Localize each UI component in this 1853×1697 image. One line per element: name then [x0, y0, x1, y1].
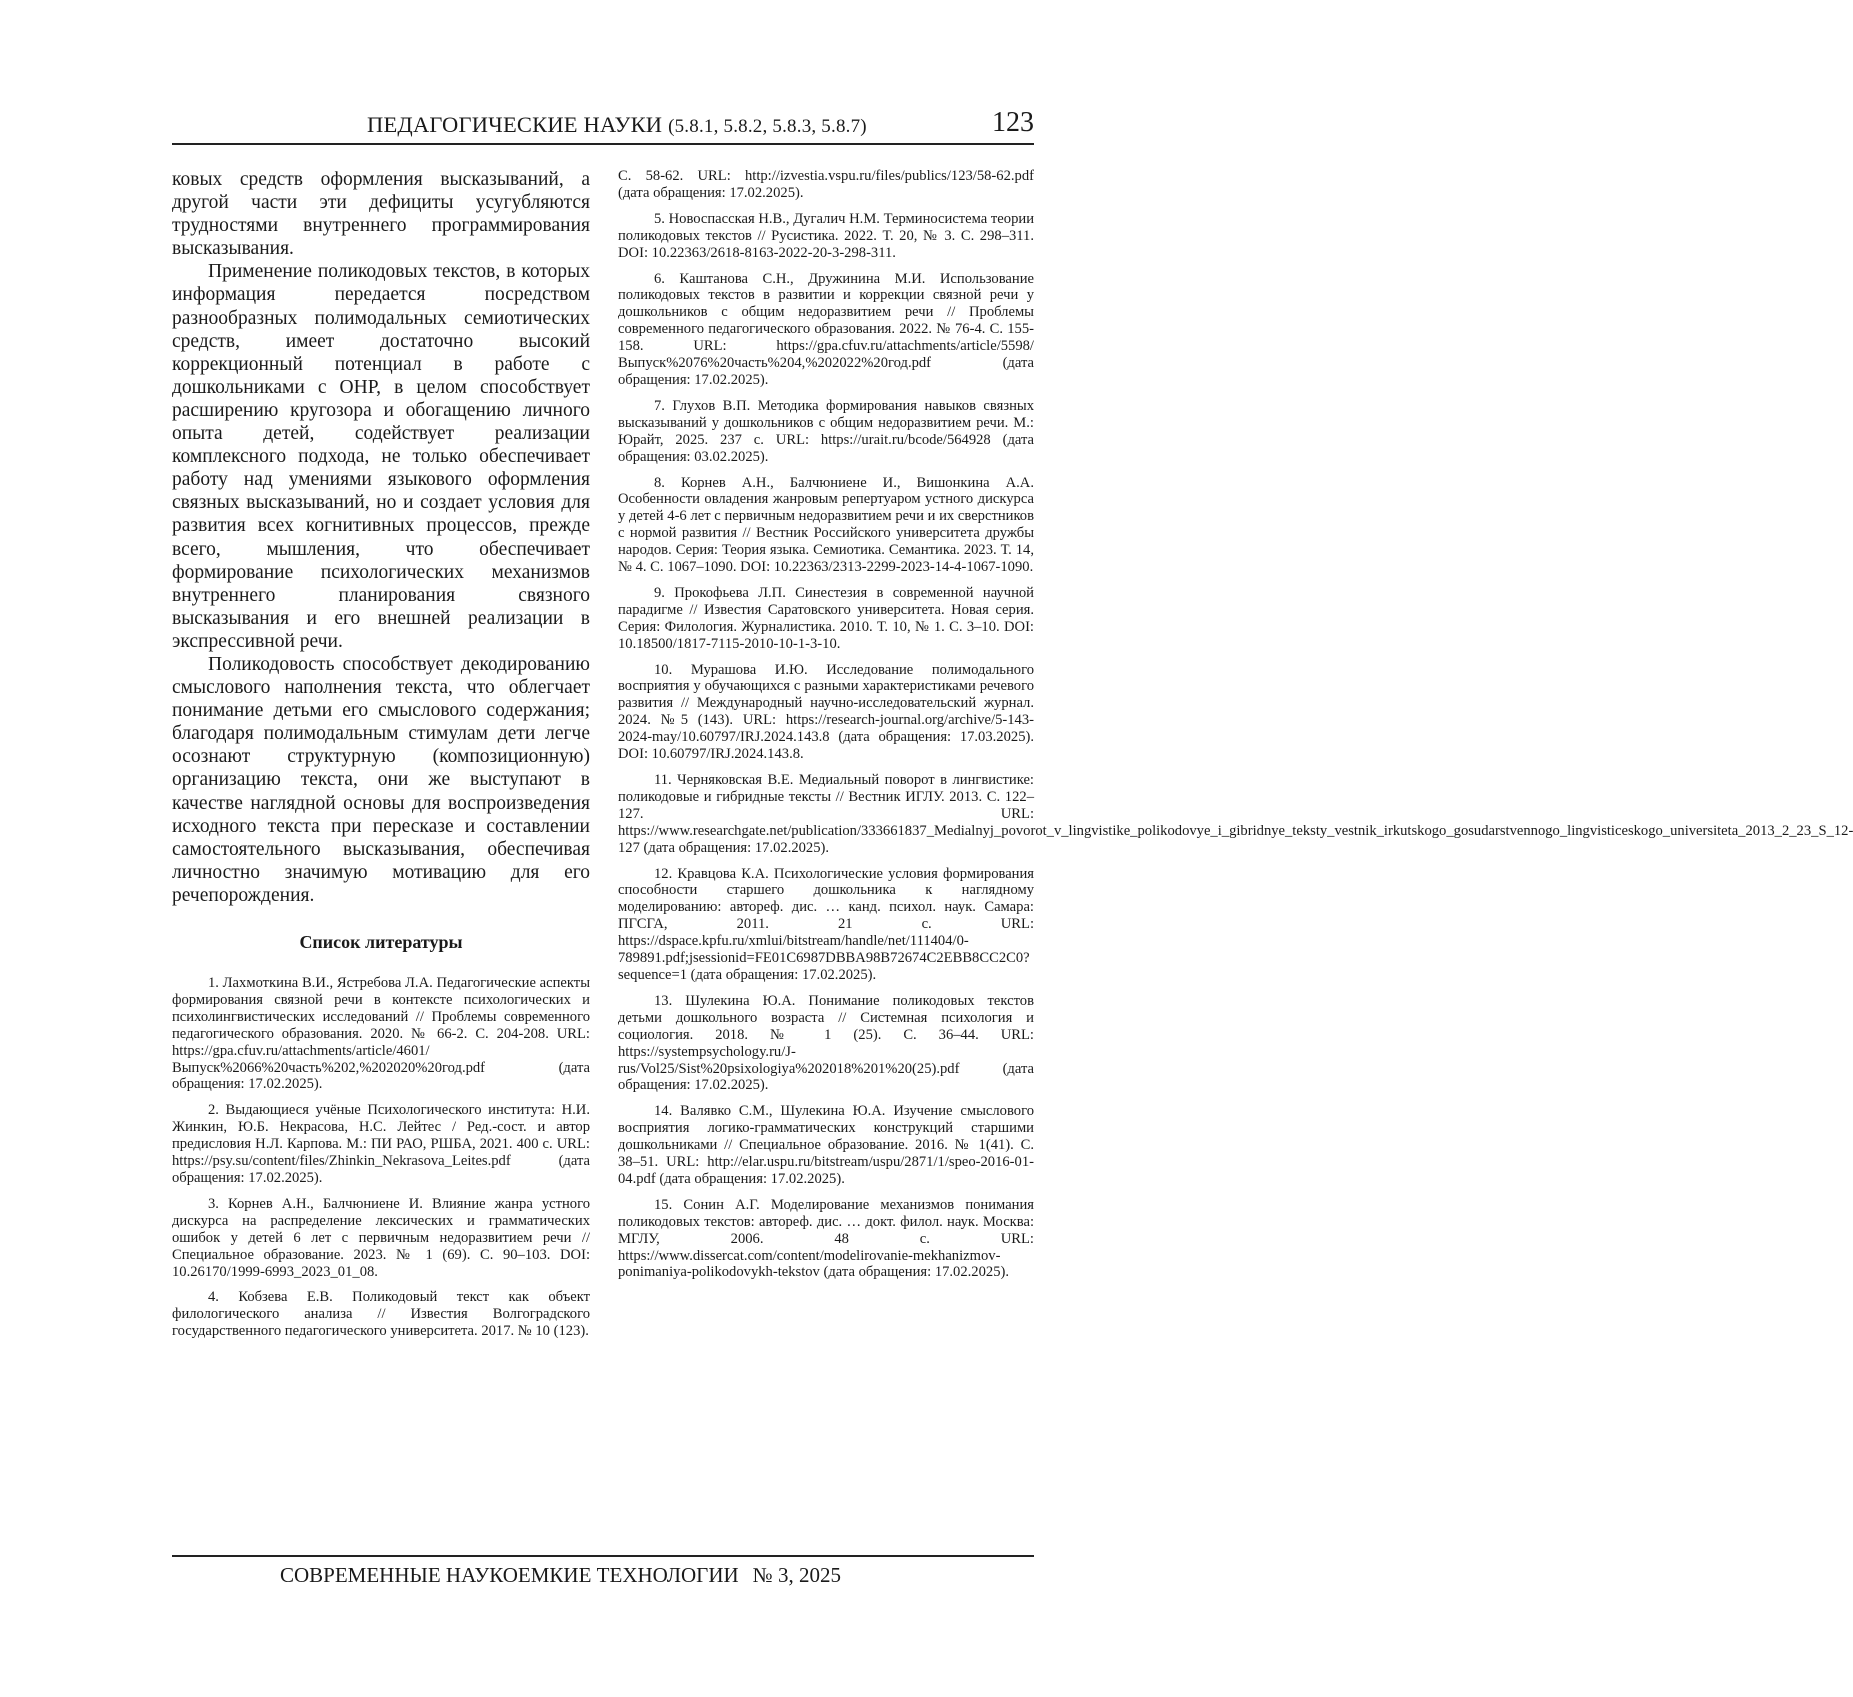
page-number: 123 [992, 107, 1034, 138]
reference-item: 7. Глухов В.П. Методика формирования навыков связных высказываний у дошкольников с общим недоразвитием речи. М.: Юрайт, 2025. 237 с. URL: https://urait.ru/bcode/564928 (дата обращения: 03.02.2025). [618, 397, 1034, 465]
left-column [172, 168, 590, 1349]
reference-item: 2. Выдающиеся учёные Психологического института: Н.И. Жинкин, Ю.Б. Некрасова, Н.С. Лейтес / Ред.-сост. и автор предисловия Н.Л. Карпова. М.: ПИ РАО, РШБА, 2021. 400 с. URL: https://psy.su/content/files/Zhinkin_Nekrasova_Leites.pdf (дата обращения: 17.02.2025). [172, 1102, 590, 1186]
reference-item: 9. Прокофьева Л.П. Синестезия в современной научной парадигме // Известия Саратовского университета. Новая серия. Серия: Филология. Журналистика. 2010. Т. 10, № 1. С. 3–10. DOI: 10.18500/1817-7115-2010-10-1-3-10. [618, 584, 1034, 652]
running-header [172, 105, 1034, 145]
reference-item: 4. Кобзева Е.В. Поликодовый текст как объект филологического анализа // Известия Волгоградского государственного педагогического университета. 2017. № 10 (123). [172, 1289, 590, 1340]
reference-item: 5. Новоспасская Н.В., Дугалич Н.М. Терминосистема теории поликодовых текстов // Русистика. 2022. Т. 20, № 3. С. 298–311. DOI: 10.22363/2618-8163-2022-20-3-298-311. [618, 210, 1034, 261]
body-paragraph: Применение поликодовых текстов, в которых информация передается посредством разнообразных полимодальных семиотических средств, имеет достаточно высокий коррекционный потенциал в работе с дошкольниками с ОНР, в целом способствует расширению кругозора и обогащению личного опыта детей, содействует реализации комплексного подхода, не только обеспечивает работу над умениями языкового оформления связных высказываний, но и создает условия для развития всех когнитивных процессов, прежде всего, мышления, что обеспечивает формирование психологических механизмов внутреннего планирования связного высказывания и его внешней реализации в экспрессивной речи. [172, 261, 590, 652]
reference-item: 12. Кравцова К.А. Психологические условия формирования способности старшего дошкольника к наглядному моделированию: автореф. дис. … канд. психол. наук. Самара: ПГСГА, 2011. 21 с. URL: https://dspace.kpfu.ru/xmlui/bitstream/handle/net/111404/0-789891.pdf;jsessionid=FE01C6987DBBA98B72674C2EBB8CC2C0?sequence=1 (дата обращения: 17.02.2025). [618, 865, 1034, 983]
right-column [618, 168, 1853, 1290]
section-title [367, 112, 867, 138]
reference-continuation: С. 58-62. URL: http://izvestia.vspu.ru/files/publics/123/58-62.pdf (дата обращения: 17.02.2025). [618, 168, 1034, 201]
reference-item: 14. Валявко С.М., Шулекина Ю.А. Изучение смыслового восприятия логико-грамматических конструкций старшими дошкольниками // Специальное образование. 2016. № 1(41). С. 38–51. URL: http://elar.uspu.ru/bitstream/uspu/2871/1/speo-2016-01-04.pdf (дата обращения: 17.02.2025). [618, 1103, 1034, 1187]
journal-issue: № 3, 2025 [752, 1563, 841, 1587]
reference-item: 10. Мурашова И.Ю. Исследование полимодального восприятия у обучающихся с разными характеристиками речевого развития // Международный научно-исследовательский журнал. 2024. №5 (143). URL: https://research-journal.org/archive/5-143-2024-may/10.60797/IRJ.2024.143.8 (дата обращения: 17.03.2025). DOI: 10.60797/IRJ.2024.143.8. [618, 661, 1034, 763]
body-paragraph: Поликодовость способствует декодированию смыслового наполнения текста, что облегчает понимание детьми его смыслового содержания; благодаря полимодальным стимулам дети легче осознают структурную (композиционную) организацию текста, они же выступают в качестве наглядной основы для воспроизведения исходного текста при пересказе и составлении самостоятельного высказывания, обеспечивая личностно значимую мотивацию для его речепорождения. [172, 653, 590, 906]
reference-item: 15. Сонин А.Г. Моделирование механизмов понимания поликодовых текстов: автореф. дис. … докт. филол. наук. Москва: МГЛУ, 2006. 48 с. URL: https://www.dissercat.com/content/modelirovanie-mekhanizmov-ponimaniya-polikodovykh-tekstov (дата обращения: 17.02.2025). [618, 1196, 1034, 1281]
running-footer [172, 1555, 1034, 1587]
references-title: Список литературы [299, 932, 463, 952]
reference-item: 6. Каштанова С.Н., Дружинина М.И. Использование поликодовых текстов в развитии и коррекции связной речи у дошкольников с общим недоразвитием речи // Проблемы современного педагогического образования. 2022. № 76-4. С. 155-158. URL: https://gpa.cfuv.ru/attachments/article/5598/Выпуск%2076%20часть%204,%202022%20год.pdf (дата обращения: 17.02.2025). [618, 270, 1034, 388]
reference-item: 13. Шулекина Ю.А. Понимание поликодовых текстов детьми дошкольного возраста // Системная психология и социология. 2018. № 1 (25). С. 36–44. URL: https://systempsychology.ru/J-rus/Vol25/Sist%20psixologiya%202018%201%20(25).pdf (дата обращения: 17.02.2025). [618, 992, 1034, 1094]
journal-title: СОВРЕМЕННЫЕ НАУКОЕМКИЕ ТЕХНОЛОГИИ [280, 1563, 739, 1587]
reference-item: 1. Лахмоткина В.И., Ястребова Л.А. Педагогические аспекты формирования связной речи в контексте психологических и психолингвистических исследований // Проблемы современного педагогического образования. 2020. № 66-2. С. 204-208. URL: https://gpa.cfuv.ru/attachments/article/4601/Выпуск%2066%20часть%202,%202020%20год.pdf (дата обращения: 17.02.2025). [172, 975, 590, 1093]
reference-item: 11. Черняковская В.Е. Медиальный поворот в лингвистике: поликодовые и гибридные тексты // Вестник ИГЛУ. 2013. С. 122–127. URL: https://www.researchgate.net/publication/333661837_Medialnyj_povorot_v_lingvistike_polikodovye_i_gibridnye_teksty_vestnik_irkutskogo_gosudarstvennogo_lingvisticeskogo_universiteta_2013_2_23_S_12-127 (дата обращения: 17.02.2025). [618, 772, 1853, 856]
section-name: ПЕДАГОГИЧЕСКИЕ НАУКИ [367, 112, 663, 137]
reference-item: 3. Корнев А.Н., Балчюниене И. Влияние жанра устного дискурса на распределение лексических и грамматических ошибок у детей 6 лет с первичным недоразвитием речи // Специальное образование. 2023. № 1 (69). С. 90–103. DOI: 10.26170/1999-6993_2023_01_08. [172, 1195, 590, 1280]
journal-line [280, 1563, 841, 1588]
body-paragraph: ковых средств оформления высказываний, а другой части эти дефициты усугубляются трудностями внутреннего программирования высказывания. [172, 169, 590, 260]
section-codes: (5.8.1, 5.8.2, 5.8.3, 5.8.7) [668, 116, 867, 137]
reference-item: 8. Корнев А.Н., Балчюниене И., Вишонкина А.А. Особенности овладения жанровым репертуаром устного дискурса у детей 4-6 лет с первичным недоразвитием речи и их сверстников с нормой развития // Вестник Российского университета дружбы народов. Серия: Теория языка. Семиотика. Семантика. 2023. Т. 14, № 4. С. 1067–1090. DOI: 10.22363/2313-2299-2023-14-4-1067-1090. [618, 474, 1034, 576]
